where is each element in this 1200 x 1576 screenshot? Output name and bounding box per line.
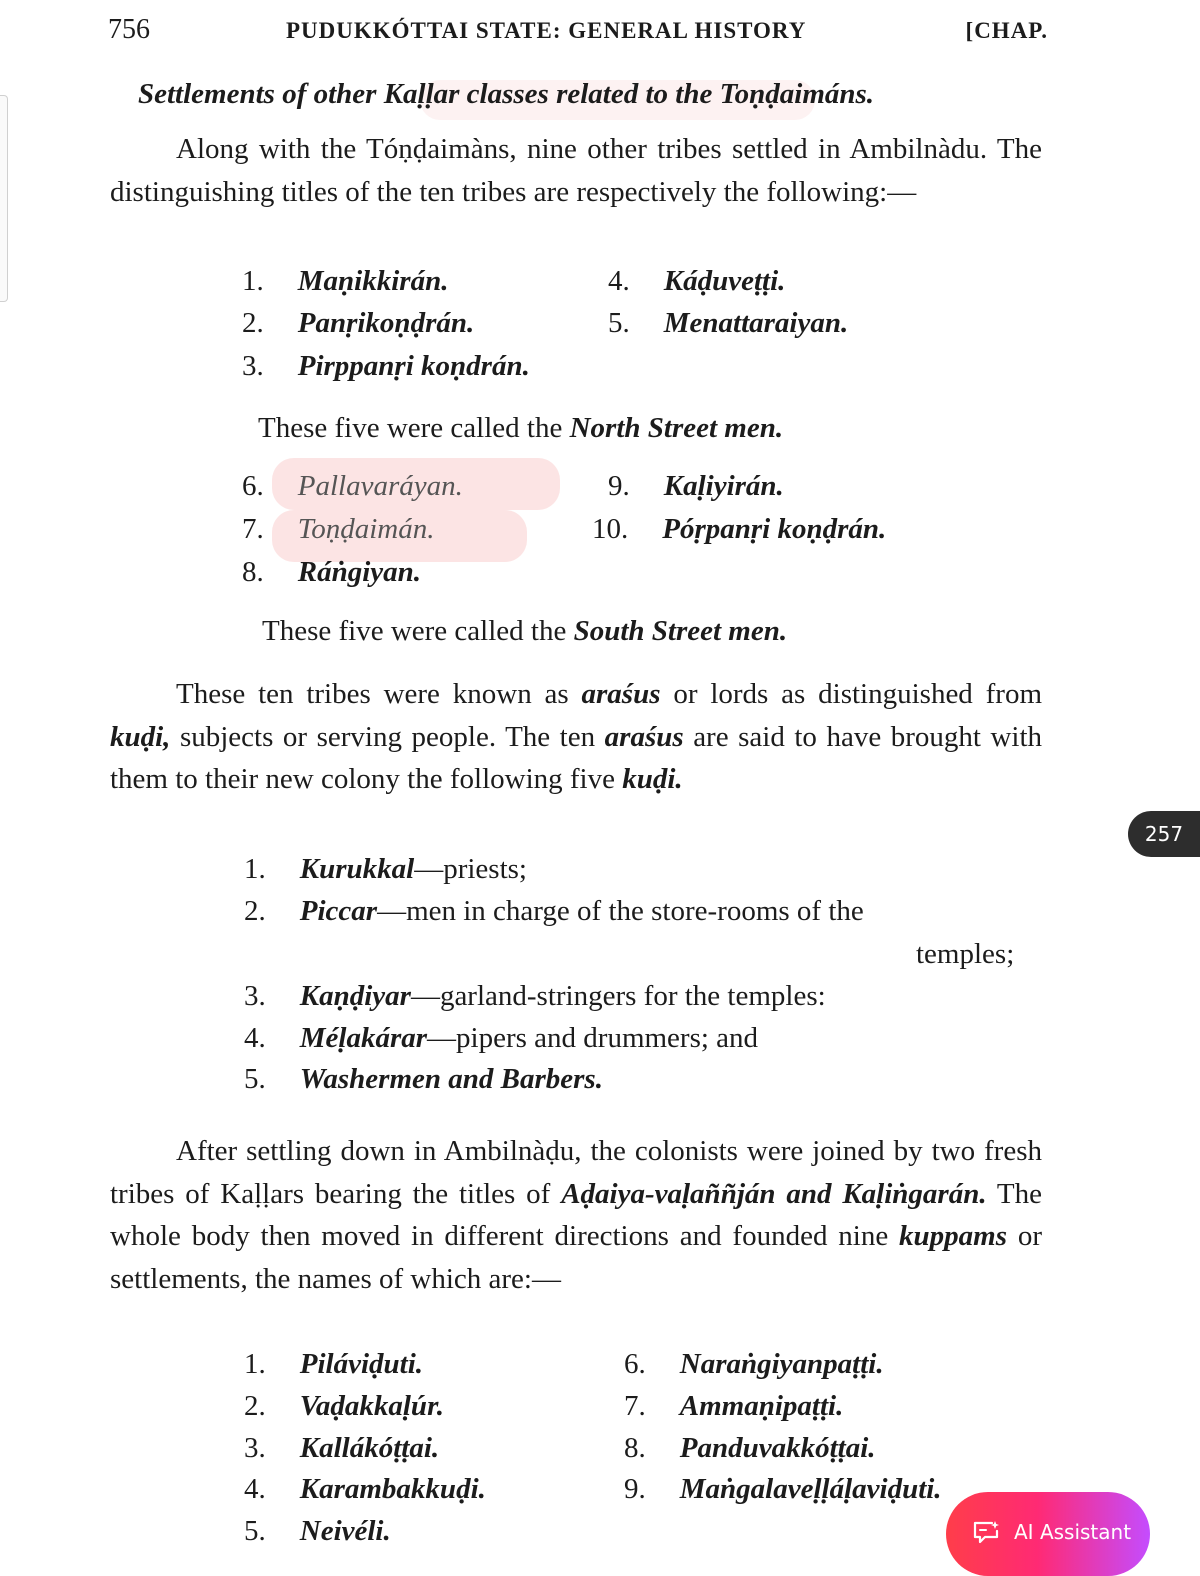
tribe-item: 9. Kaḷiyirán. bbox=[608, 470, 784, 502]
kudi-item: 2. Piccar—men in charge of the store-rooms of the bbox=[244, 895, 864, 927]
kuppam-item: 2. Vaḍakkaḷúr. bbox=[244, 1390, 444, 1422]
running-title: PUDUKKÓTTAI STATE: GENERAL HISTORY bbox=[286, 18, 807, 43]
kuppam-item: 6. Naraṅgiyanpaṭṭi. bbox=[624, 1348, 884, 1380]
kuppam-item: 8. Panduvakkóṭṭai. bbox=[624, 1432, 876, 1464]
kuppam-item: 5. Neivéli. bbox=[244, 1515, 391, 1547]
page-number: 756 bbox=[108, 14, 150, 45]
chapter-label: [CHAP. bbox=[965, 18, 1048, 43]
tribe-item: 7. Toṇḍaimán. bbox=[242, 513, 435, 545]
page-indicator-badge: 257 bbox=[1128, 811, 1200, 857]
kuppam-item: 3. Kallákóṭṭai. bbox=[244, 1432, 440, 1464]
kudi-item-continuation: temples; bbox=[916, 938, 1015, 970]
paragraph-intro-text: Along with the Tóṇḍaimàns, nine other tribes settled in Ambilnàdu. The distinguishing titles of the ten tribes are respectively the following:— bbox=[110, 133, 1042, 208]
ai-assistant-label: AI Assistant bbox=[1014, 1520, 1132, 1544]
kudi-item: 5. Washermen and Barbers. bbox=[244, 1063, 603, 1095]
tribe-item: 6. Pallavaráyan. bbox=[242, 470, 463, 502]
kuppam-item: 9. Maṅgalaveḷḷáḷaviḍuti. bbox=[624, 1473, 942, 1505]
paragraph-intro bbox=[110, 128, 1042, 213]
kuppam-item: 7. Ammaṇipaṭṭi. bbox=[624, 1390, 844, 1422]
tribe-item: 10. Póṛpanṛi koṇḍrán. bbox=[592, 513, 887, 545]
paragraph-arasus: These ten tribes were known as araśus or lords as distinguished from kuḍi, subjects or serving people. The ten araśus are said to have brought with them to their new colony the following five kuḍi. bbox=[110, 678, 1043, 795]
north-street-caption: These five were called the North Street men. bbox=[258, 412, 784, 444]
tribe-item: 5. Menattaraiyan. bbox=[608, 307, 849, 339]
running-header bbox=[108, 14, 1048, 50]
kudi-item: 1. Kurukkal—priests; bbox=[244, 853, 527, 885]
ai-chat-icon bbox=[972, 1520, 1000, 1544]
paragraph-settlements: After settling down in Ambilnàḍu, the colonists were joined by two fresh tribes of Kaḷḷars bearing the titles of Aḍaiya-vaḷaññján and Kaḷiṅgarán. The whole body then moved in different directions and founded nine kuppams or settlements, the names of which are:— bbox=[110, 1135, 1043, 1295]
tribe-item: 8. Ráṅgiyan. bbox=[242, 556, 422, 588]
ai-assistant-button[interactable] bbox=[946, 1492, 1150, 1576]
tribe-item: 2. Panṛikoṇḍrán. bbox=[242, 307, 475, 339]
tribe-item: 3. Pirppanṛi koṇdrán. bbox=[242, 350, 530, 382]
kudi-item: 4. Méḷakárar—pipers and drummers; and bbox=[244, 1022, 759, 1054]
side-panel-handle[interactable] bbox=[0, 95, 8, 302]
tribe-item: 4. Káḍuveṭṭi. bbox=[608, 265, 786, 297]
section-heading: Settlements of other Kaḷḷar classes related to the Toṇḍaimáns. bbox=[138, 78, 875, 110]
kuppam-item: 4. Karambakkuḍi. bbox=[244, 1473, 486, 1505]
south-street-caption: These five were called the South Street men. bbox=[262, 615, 788, 647]
tribe-item: 1. Maṇikkirán. bbox=[242, 265, 449, 297]
kudi-item: 3. Kaṇḍiyar—garland-stringers for the temples: bbox=[244, 980, 826, 1012]
kuppam-item: 1. Piláviḍuti. bbox=[244, 1348, 423, 1380]
